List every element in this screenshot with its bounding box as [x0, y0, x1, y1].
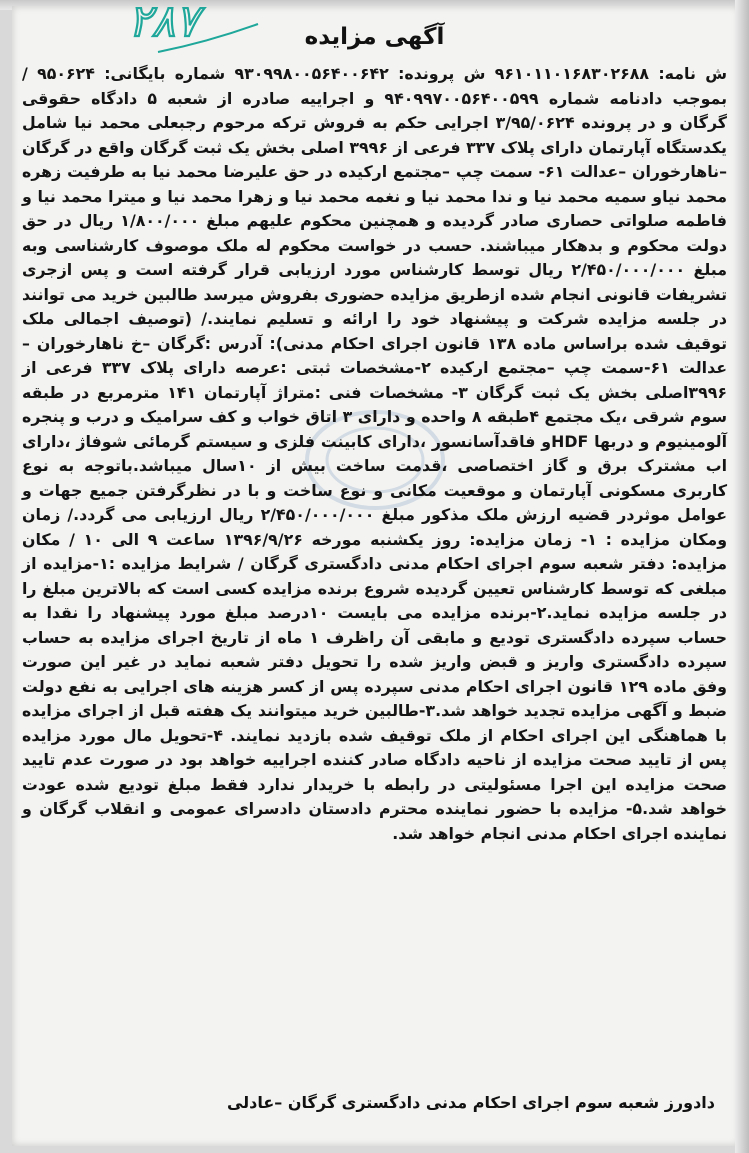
handwritten-number: ۲۸۷	[128, 0, 199, 47]
notice-signature: دادورز شعبه سوم اجرای احکام مدنی دادگستری گرگان –عادلی	[226, 1093, 715, 1112]
notice-title: آگهی مزایده	[304, 24, 445, 50]
notice-body: ش نامه: ۹۶۱۰۱۱۰۱۶۸۳۰۲۶۸۸ ش پرونده: ۹۳۰۹۹۸۰۰۵۶۴۰۰۶۴۲ شماره بایگانی: ۹۵۰۶۲۴ / بموجب دادنامه شماره ۹۴۰۹۹۷۰۰۵۶۴۰۰۵۹۹ و اجراییه صادره از شعبه ۵ دادگاه حقوقی گرگان و در پرونده ۳/۹۵/۰۶۲۴ اجرایی حکم به فروش ترکه مرحوم رجبعلی محمد نیا شامل یکدستگاه آپارتمان دارای پلاک ۳۳۷ فرعی از ۳۹۹۶ اصلی بخش یک ثبت گرگان واقع در گرگان –ناهارخوران –عدالت ۶۱- سمت چپ –مجتمع ارکیده در حق علیرضا محمد نیا به طرفیت زهره محمد نیاو سمیه محمد نیا و ندا محمد نیا و نغمه محمد نیا و زهرا محمد نیا و میترا محمد نیا و فاطمه صلواتی حصاری صادر گردیده و همچنین محکوم علیهم مبلغ ۱/۸۰۰/۰۰۰ ریال در حق دولت محکوم و بدهکار میباشند. حسب در خواست محکوم له ملک موصوف کارشناسی وبه مبلغ ۲/۴۵۰/۰۰۰/۰۰۰ ریال توسط کارشناس مورد ارزیابی قرار گرفته است و پس ازجری تشریفات قانونی انجام شده ازطریق مزایده حضوری بفروش میرسد طالبین خرید می توانند در جلسه مزایده شرکت و پیشنهاد خود را ارائه و تسلیم نمایند./ (توصیف اجمالی ملک توقیف شده براساس ماده ۱۳۸ قانون اجرای احکام مدنی): آدرس :گرگان –خ ناهارخوران –عدالت ۶۱-سمت چپ –مجتمع ارکیده ۲-مشخصات ثبتی :عرصه دارای پلاک ۳۳۷ فرعی از ۳۹۹۶اصلی بخش یک ثبت گرگان ۳- مشخصات فنی :متراژ آپارتمان ۱۴۱ مترمربع در طبقه سوم شرقی ،یک مجتمع ۴طبقه ۸ واحده و دارای ۳ اتاق خواب و کف سرامیک و درب و پنجره آلومینیوم و دربها HDFو فاقدآسانسور ،دارای کابینت فلزی و سیستم گرمائی شوفاژ ،دارای اب مشترک برق و گاز اختصاصی ،قدمت ساخت بیش از ۱۰سال میباشد.باتوجه به نوع کاربری مسکونی آپارتمان و موقعیت مکانی و نوع ساخت و با در نظرگرفتن جمیع جهات و عوامل موثردر قضیه ارزش ملک مذکور مبلغ ۲/۴۵۰/۰۰۰/۰۰۰ ریال ارزیابی می گردد./ زمان ومکان مزایده : ۱- زمان مزایده: روز یکشنبه مورخه ۱۳۹۶/۹/۲۶ ساعت ۹ الی ۱۰ / مکان مزایده: دفتر شعبه سوم اجرای احکام مدنی دادگستری گرگان / شرایط مزایده :۱-مزایده از مبلغی که توسط کارشناس تعیین گردیده شروع برنده مزایده کسی است که بالاترین مبلغ را در جلسه مزایده نماید.۲-برنده مزایده می بایست ۱۰درصد مبلغ مورد پیشنهاد را نقدا به حساب سپرده دادگستری تودیع و مابقی آن راظرف ۱ ماه از تاریخ اجرای مزایده به حساب سپرده دادگستری واریز و قبض واریز شده را تحویل دفتر شعبه نماید در غیر این صورت وفق ماده ۱۲۹ قانون اجرای احکام مدنی سپرده پس از کسر هزینه های اجرایی به نفع دولت ضبط و آگهی مزایده تجدید خواهد شد.۳-طالبین خرید میتوانند یک هفته قبل از اجرای مزایده با هماهنگی این اجرای احکام از ملک توقیف شده بازدید نمایند. ۴-تحویل مال مورد مزایده پس از تایید صحت مزایده از ناحیه دادگاه صادر کننده اجراییه خواهد بود در صورت عدم تایید صحت مزایده این اجرا مسئولیتی در رابطه با خریدار ندارد فقط مبلغ تودیع شده عودت خواهد شد.۵- مزایده با حضور نماینده محترم دادستان دادسرای عمومی و انقلاب گرگان و نماینده اجرای احکام مدنی انجام خواهد شد.	[22, 64, 728, 843]
page-right-edge	[735, 0, 749, 1153]
